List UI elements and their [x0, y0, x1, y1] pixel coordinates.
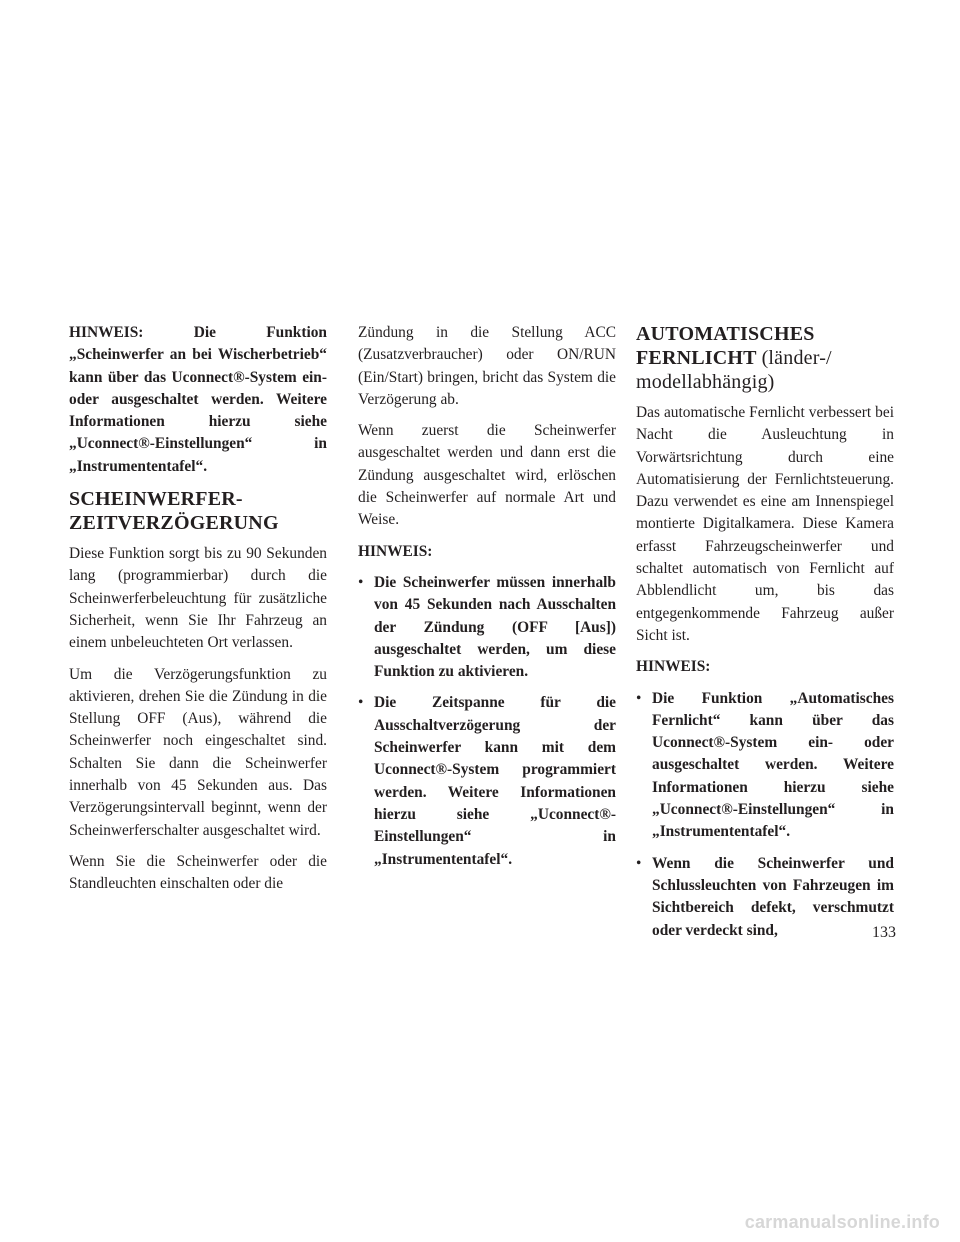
paragraph: Wenn zuerst die Scheinwerfer ausgeschaltet werden und dann erst die Zündung ausgeschaltet wird, erlöschen die Scheinwerfer auf normale Art und Weise. — [358, 422, 616, 529]
left-column — [69, 322, 327, 905]
notice-headlights-with-wipers: HINWEIS: Die Funktion „Scheinwerfer an bei Wischerbetrieb“ kann über das Uconnect®-System ein- oder ausgeschaltet werden. Weitere Informationen hierzu siehe „Uconnect®-Einstellungen“ in „Instrumententafel“. — [69, 324, 327, 475]
list-item — [636, 688, 894, 844]
section-heading-headlight-delay — [69, 487, 327, 535]
note-label: HINWEIS: — [636, 658, 711, 676]
bullet-icon: • — [358, 573, 364, 591]
list-item-text: Die Scheinwerfer müssen innerhalb von 45 Sekunden nach Ausschalten der Zündung (OFF [Aus]) ausgeschaltet werden, um diese Funktion zu aktivieren. — [374, 573, 616, 681]
note-list — [358, 572, 616, 871]
bullet-icon: • — [358, 694, 364, 712]
watermark: carmanualsonline.info — [744, 1212, 940, 1232]
heading-line-1: AUTOMATISCHES — [636, 323, 815, 345]
paragraph: Diese Funktion sorgt bis zu 90 Sekunden lang (programmierbar) durch die Scheinwerferbeleuchtung für zusätzliche Sicherheit, wenn Sie Ihr Fahrzeug an einem unbeleuchteten Ort verlassen. — [69, 545, 327, 652]
middle-column — [358, 322, 616, 880]
paragraph: Das automatische Fernlicht verbessert bei Nacht die Ausleuchtung in Vorwärtsrichtung durch eine Automatisierung der Fernlichtsteuerung. Dazu verwendet es eine am Innenspiegel montierte Digitalkamera. Diese Kamera erfasst Fahrzeugscheinwerfer und schaltet automatisch von Fernlicht auf Abblendlicht um, bis das entgegenkommende Fahrzeug außer Sicht ist. — [636, 404, 894, 644]
page-number: 133 — [872, 924, 896, 941]
note-list — [636, 688, 894, 942]
list-item-text: Die Funktion „Automatisches Fernlicht“ kann über das Uconnect®-System ein- oder ausgeschaltet werden. Weitere Informationen hierzu siehe „Uconnect®-Einstellungen“ in „Instrumententafel“. — [652, 689, 894, 841]
heading-subtitle: (länder-/ — [761, 347, 832, 369]
heading-line-1: SCHEINWERFER- — [69, 488, 243, 511]
bullet-icon: • — [636, 689, 642, 707]
heading-line-2: ZEITVERZÖGERUNG — [69, 512, 279, 535]
paragraph: Wenn Sie die Scheinwerfer oder die Standleuchten einschalten oder die — [69, 852, 327, 893]
list-item — [358, 572, 616, 683]
heading-line-2: FERNLICHT — [636, 347, 757, 369]
list-item-text: Wenn die Scheinwerfer und Schlussleuchten von Fahrzeugen im Sichtbereich defekt, verschmutzt oder verdeckt sind, — [652, 854, 894, 939]
paragraph: Zündung in die Stellung ACC (Zusatzverbraucher) oder ON/RUN (Ein/Start) bringen, bricht das System die Verzögerung ab. — [358, 324, 616, 408]
note-label: HINWEIS: — [358, 542, 433, 560]
right-column — [636, 322, 894, 951]
heading-line-3: modellabhängig) — [636, 371, 775, 393]
list-item — [358, 692, 616, 870]
bullet-icon: • — [636, 854, 642, 872]
paragraph: Um die Verzögerungsfunktion zu aktivieren, drehen Sie die Zündung in die Stellung OFF (Aus), während die Scheinwerfer noch eingeschaltet sind. Schalten Sie dann die Scheinwerfer innerhalb von 45 Sekunden aus. Das Verzögerungsintervall beginnt, wenn der Scheinwerferschalter ausgeschaltet wird. — [69, 665, 327, 839]
section-heading-auto-high-beam — [636, 322, 894, 394]
list-item-text: Die Zeitspanne für die Ausschaltverzögerung der Scheinwerfer kann mit dem Uconnect®-System programmiert werden. Weitere Informationen hierzu siehe „Uconnect®-Einstellungen“ in „Instrumententafel“. — [374, 694, 616, 868]
